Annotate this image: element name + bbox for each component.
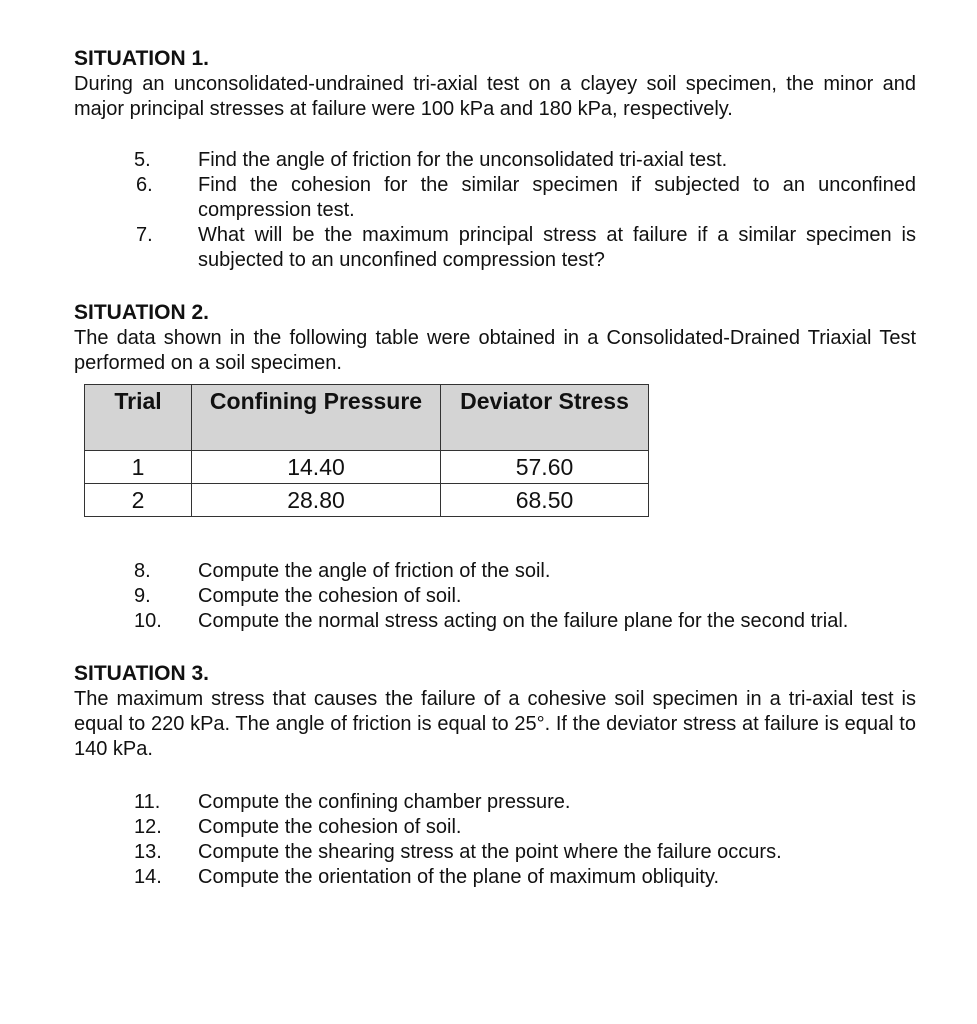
question-text: Find the angle of friction for the unconsolidated tri-axial test. bbox=[198, 149, 728, 171]
question-8 bbox=[74, 559, 916, 584]
situation-1-text: During an unconsolidated-undrained tri-axial test on a clayey soil specimen, the minor and major principal stresses at failure were 100 kPa and 180 kPa, respectively. bbox=[74, 73, 916, 120]
question-5 bbox=[74, 148, 916, 173]
situation-1-questions bbox=[74, 148, 916, 273]
header-deviator-stress: Deviator Stress bbox=[441, 385, 649, 451]
question-9 bbox=[74, 584, 916, 609]
situation-3-text: The maximum stress that causes the failure of a cohesive soil specimen in a tri-axial test is equal to 220 kPa. The angle of friction is equal to 25°. If the deviator stress at failure is equal to 140 kPa. bbox=[74, 688, 916, 760]
cell-confining-pressure: 14.40 bbox=[192, 451, 441, 484]
situation-1-heading: SITUATION 1. bbox=[74, 47, 209, 70]
header-confining-pressure: Confining Pressure bbox=[192, 385, 441, 451]
question-text: Compute the shearing stress at the point where the failure occurs. bbox=[198, 841, 782, 863]
question-7 bbox=[74, 223, 916, 273]
table-row bbox=[85, 484, 649, 517]
question-text: Find the cohesion for the similar specimen if subjected to an unconfined compression test. bbox=[198, 174, 916, 221]
question-text: What will be the maximum principal stress at failure if a similar specimen is subjected to an unconfined compression test? bbox=[198, 224, 916, 271]
question-14 bbox=[74, 865, 916, 890]
question-text: Compute the cohesion of soil. bbox=[198, 585, 462, 607]
question-text: Compute the orientation of the plane of maximum obliquity. bbox=[198, 866, 720, 888]
cell-trial: 1 bbox=[85, 451, 192, 484]
situation-3-questions bbox=[74, 790, 916, 890]
question-number: 13. bbox=[134, 841, 162, 863]
situation-2-text: The data shown in the following table were obtained in a Consolidated-Drained Triaxial Test performed on a soil specimen. bbox=[74, 327, 916, 374]
cell-deviator-stress: 68.50 bbox=[441, 484, 649, 517]
question-number: 7. bbox=[136, 224, 153, 246]
question-text: Compute the angle of friction of the soil. bbox=[198, 560, 551, 582]
question-number: 10. bbox=[134, 610, 162, 632]
cell-trial: 2 bbox=[85, 484, 192, 517]
situation-2-heading: SITUATION 2. bbox=[74, 301, 209, 324]
situation-2 bbox=[74, 300, 916, 634]
question-number: 14. bbox=[134, 866, 162, 888]
question-text: Compute the normal stress acting on the failure plane for the second trial. bbox=[198, 610, 849, 632]
question-number: 12. bbox=[134, 816, 162, 838]
question-13 bbox=[74, 840, 916, 865]
table-row bbox=[85, 451, 649, 484]
question-12 bbox=[74, 815, 916, 840]
situation-3 bbox=[74, 661, 916, 890]
question-number: 6. bbox=[136, 174, 153, 196]
question-text: Compute the confining chamber pressure. bbox=[198, 791, 571, 813]
question-number: 11. bbox=[134, 791, 161, 813]
question-number: 5. bbox=[134, 149, 151, 171]
situation-2-questions bbox=[74, 559, 916, 634]
question-number: 9. bbox=[134, 585, 151, 607]
cell-confining-pressure: 28.80 bbox=[192, 484, 441, 517]
question-10 bbox=[74, 609, 916, 634]
cell-deviator-stress: 57.60 bbox=[441, 451, 649, 484]
question-6 bbox=[74, 173, 916, 223]
triaxial-data-table bbox=[84, 384, 649, 517]
problem-sheet bbox=[74, 46, 916, 890]
question-number: 8. bbox=[134, 560, 151, 582]
question-11 bbox=[74, 790, 916, 815]
situation-1 bbox=[74, 46, 916, 273]
situation-3-heading: SITUATION 3. bbox=[74, 662, 209, 685]
table-header-row bbox=[85, 385, 649, 451]
header-trial: Trial bbox=[85, 385, 192, 451]
question-text: Compute the cohesion of soil. bbox=[198, 816, 462, 838]
